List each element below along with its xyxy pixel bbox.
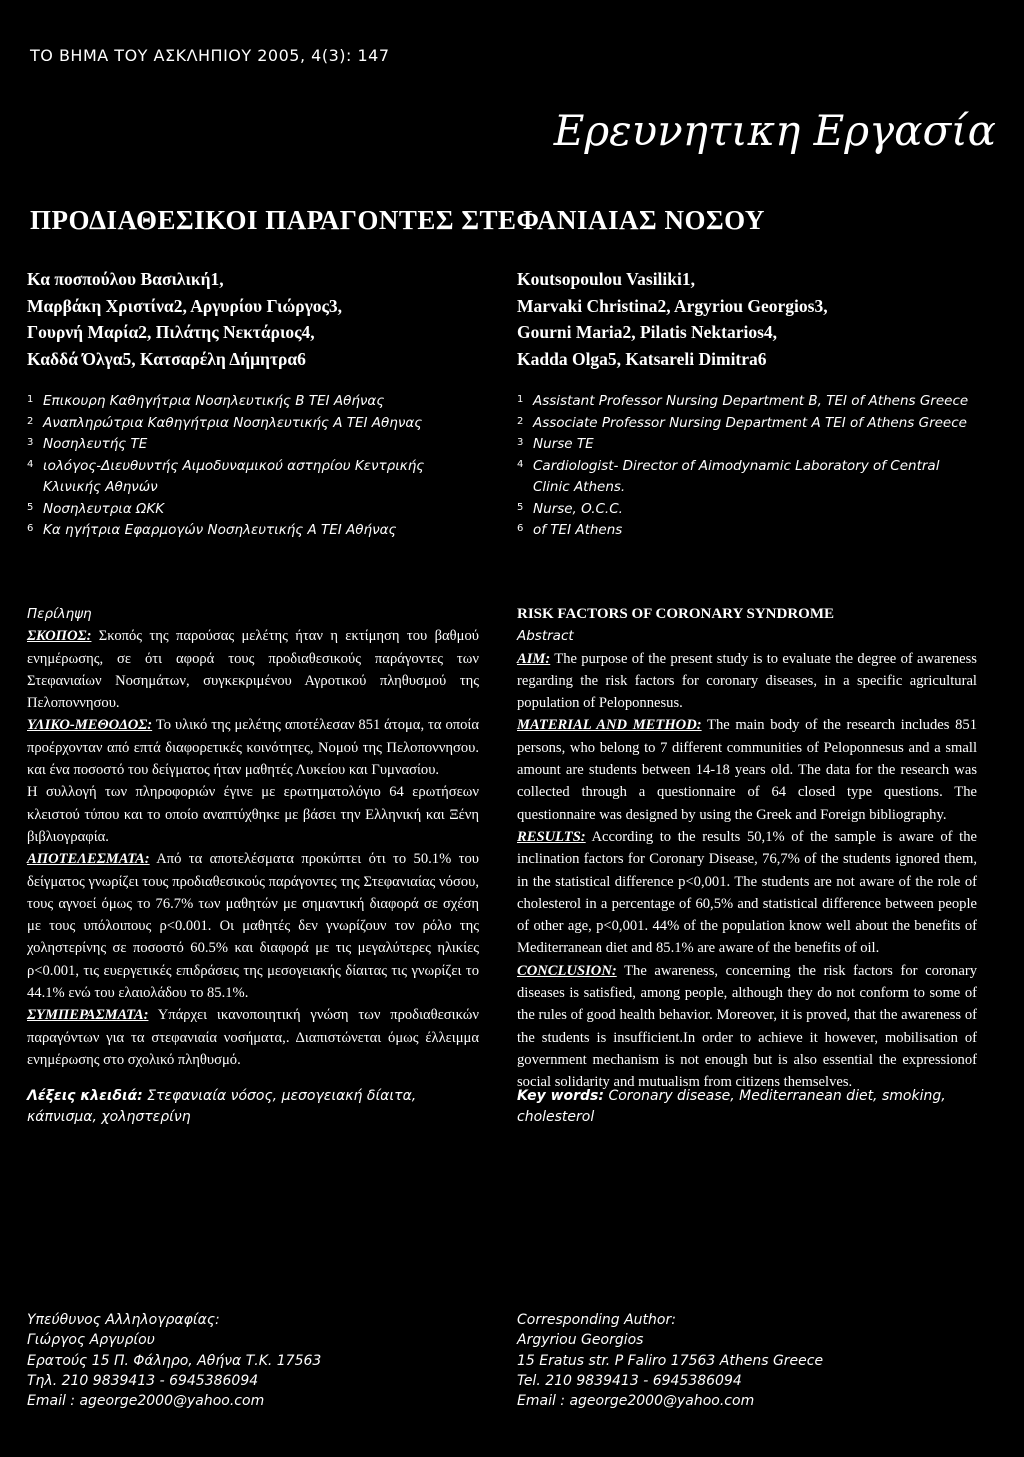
article-title: ΠΡΟΔΙΑΘΕΣΙΚΟΙ ΠΑΡΑΓΟΝΤΕΣ ΣΤΕΦΑΝΙΑΙΑΣ ΝΟΣΟΥ	[30, 205, 765, 235]
affiliation	[27, 456, 479, 499]
affiliation	[517, 499, 977, 521]
affiliation-number: 3	[27, 437, 34, 448]
author-line: Koutsopoulou Vasiliki1,	[517, 269, 695, 289]
abstract-text: Η συλλογή των πληροφοριών έγινε με ερωτηματολόγιο 64 ερωτήσεων κλειστού τύπου και το οποίο αναπτύχθηκε με βάσει την Ελληνική και Ξένη βιβλιογραφία.	[27, 784, 479, 845]
affiliation-number: 6	[517, 523, 524, 534]
abstract-paragraph	[517, 826, 977, 960]
affiliation-text: Associate Professor Nursing Department A TEI of Athens Greece	[533, 414, 967, 431]
keywords-text: Coronary disease, Mediterranean diet, smoking, cholesterol	[517, 1088, 946, 1125]
abstract-paragraph	[27, 625, 479, 714]
abstract-text: Από τα αποτελέσματα προκύπτει ότι το 50.1% του δείγματος γνωρίζει τους προδιαθεσικούς παράγοντες της Στεφανιαίας νόσου, τους αγνοεί όμως το 76.7% των μαθητών με σημαντική διαφορά σε σχέση με τους υπόλοιπους ρ<0.001. Οι μαθητές δεν γνωρίζουν τον ρόλο της χοληστερίνης σε ποσοστό 60.5% και διαφορά με τις μεγαλύτερες ηλικίες ρ<0.001, τις ευεργετικές επιδράσεις της μεσογειακής δίαιτας τις γνωρίζει το 44.1% ενώ του ελαιολάδου το 85.1%.	[27, 851, 479, 1002]
keywords-english	[517, 1086, 977, 1128]
affiliation-text: Νοσηλευτρια ΩΚΚ	[43, 500, 165, 517]
keywords-text: Στεφανιαία νόσος, μεσογειακή δίαιτα, κάπνισμα, χοληστερίνη	[27, 1088, 417, 1125]
abstract-text: Σκοπός της παρούσας μελέτης ήταν η εκτίμηση του βαθμού ενημέρωσης, σε ότι αφορά τους προδιαθεσικούς παράγοντες των Στεφανιαίων Νοσημάτων, συγκεκριμένου Αγροτικού πληθυσμού της Πελοποννησου.	[27, 628, 479, 712]
english-title: RISK FACTORS OF CORONARY SYNDROME	[517, 606, 834, 622]
corresponding-line: Email : ageorge2000@yahoo.com	[517, 1393, 755, 1410]
affiliation	[27, 434, 479, 456]
author-line: Καδδά Όλγα5, Κατσαρέλη Δήμητρα6	[27, 348, 306, 369]
corresponding-line: 15 Eratus str. P Faliro 17563 Athens Greece	[517, 1352, 824, 1369]
affiliation-text: Αναπληρώτρια Καθηγήτρια Νοσηλευτικής Α ΤΕΙ Αθηνας	[43, 414, 423, 431]
affiliation	[517, 456, 977, 499]
abstract-paragraph	[27, 1004, 479, 1071]
abstract-paragraph	[27, 781, 479, 848]
abstract-label: ΣΚΟΠΟΣ:	[27, 628, 92, 645]
affiliations-english	[517, 391, 977, 542]
affiliation-number: 5	[27, 501, 34, 513]
affiliation	[517, 520, 977, 542]
corresponding-line: Ερατούς 15 Π. Φάληρο, Αθήνα Τ.Κ. 17563	[27, 1352, 322, 1369]
affiliation-text: Cardiologist- Director of Aimodynamic Laboratory of Central Clinic Athens.	[533, 457, 940, 495]
keywords-label: Key words:	[517, 1088, 604, 1104]
abstract-greek	[27, 603, 479, 1071]
affiliation	[27, 520, 479, 542]
corresponding-line: Corresponding Author:	[517, 1312, 676, 1328]
affiliation-number: 5	[517, 501, 524, 513]
corresponding-line: Email : ageorge2000@yahoo.com	[27, 1393, 265, 1410]
affiliation-text: Νοσηλευτής ΤΕ	[43, 436, 148, 452]
abstract-label: AIM:	[517, 650, 551, 667]
corresponding-english	[517, 1310, 977, 1411]
affiliation-text: Nurse TE	[533, 436, 594, 452]
affiliation-text: Κα ηγήτρια Εφαρμογών Νοσηλευτικής Α ΤΕΙ Αθήνας	[43, 522, 397, 538]
corresponding-line: Τηλ. 210 9839413 - 6945386094	[27, 1372, 259, 1389]
section-label: Ερευνητικη Εργασία	[553, 106, 996, 155]
abstract-english	[517, 603, 977, 1094]
affiliations-greek	[27, 391, 479, 542]
abstract-paragraph	[27, 848, 479, 1004]
affiliation-number: 3	[517, 437, 524, 448]
affiliation-number: 2	[517, 415, 524, 427]
author-line: Κα ποσπούλου Βασιλική1,	[27, 269, 224, 289]
affiliation-text: Επικουρη Καθηγήτρια Νοσηλευτικής Β ΤΕΙ Αθήνας	[43, 393, 385, 409]
abstract-label: ΑΠΟΤΕΛΕΣΜΑΤΑ:	[27, 851, 150, 868]
abstract-text: Υπάρχει ικανοποιητική γνώση των προδιαθεσικών παραγόντων για τα στεφανιαία νοσήματα,. Διαπιστώνεται όμως έλλειμμα ενημέρωσης στο σχολικό πληθυσμό.	[27, 1007, 479, 1068]
abstract-text: The awareness, concerning the risk factors for coronary diseases is satisfied, among people, although they do not conform to some of the rules of good health behavior. Moreover, it is proved, that the awareness of the students is insufficient.In order to achieve it however, mobilisation of government mechanism is not enough but is also essential the expressionof social solidarity and mutualism from citizens themselves.	[517, 962, 977, 1091]
affiliation-number: 4	[517, 458, 524, 470]
abstract-text: Το υλικό της μελέτης αποτέλεσαν 851 άτομα, τα οποία προέρχονταν από επτά διαφορετικές κοινότητες, Νομού της Πελοποννησου. και ένα ποσοστό του δείγματος ήταν μαθητές Λυκείου και Γυμνασίου.	[27, 717, 479, 779]
corresponding-line: Argyriou Georgios	[517, 1332, 644, 1349]
abstract-paragraph	[517, 960, 977, 1094]
abstract-paragraph	[27, 714, 479, 781]
keywords-greek	[27, 1086, 479, 1128]
abstract-heading: Περίληψη	[27, 606, 92, 622]
affiliation-number: 2	[27, 415, 34, 427]
abstract-label: ΣΥΜΠΕΡΑΣΜΑΤΑ:	[27, 1007, 149, 1024]
corresponding-line: Tel. 210 9839413 - 6945386094	[517, 1372, 742, 1389]
corresponding-line: Υπεύθυνος Αλληλογραφίας:	[27, 1312, 220, 1328]
affiliation	[517, 391, 977, 413]
affiliation-number: 1	[27, 394, 34, 405]
abstract-label: ΥΛΙΚΟ-ΜΕΘΟΔΟΣ:	[27, 717, 153, 734]
author-line: Kadda Olga5, Katsareli Dimitra6	[517, 348, 767, 369]
abstract-text: According to the results 50,1% of the sample is aware of the inclination factors for Coronary Disease, 76,7% of the students ignored them, in the statistical difference p<0,001. The students are not aware of the role of cholesterol in a percentage of 60,5% and statistical difference between people of other age, p<0,001. 44% of the population know well about the benefits of Mediterranean diet and 85.1% are aware of the benefits of oil.	[517, 828, 977, 957]
authors-english	[517, 266, 977, 372]
affiliation-number: 6	[27, 523, 34, 534]
abstract-label: CONCLUSION:	[517, 962, 617, 979]
affiliation-text: Assistant Professor Nursing Department B, TEI of Athens Greece	[533, 393, 969, 409]
abstract-label: RESULTS:	[517, 828, 586, 845]
affiliation	[27, 391, 479, 413]
author-line: Gourni Maria2, Pilatis Nektarios4,	[517, 322, 778, 342]
author-line: Μαρβάκη Χριστίνα2, Αργυρίου Γιώργος3,	[27, 295, 343, 316]
author-line: Marvaki Christina2, Argyriou Georgios3,	[517, 295, 828, 316]
affiliation	[517, 434, 977, 456]
affiliation-number: 4	[27, 458, 34, 470]
affiliation-text: Nurse, O.C.C.	[533, 500, 623, 517]
abstract-text: The main body of the research includes 851 persons, who belong to 7 different communities of Peloponnesus and a small amount are students between 14-18 years old. The data for the research was collected through a questionnaire of 64 closed type questions. The questionnaire was designed by using the Greek and Foreign bibliography.	[517, 717, 977, 823]
abstract-heading: Abstract	[517, 628, 574, 645]
keywords-label: Λέξεις κλειδιά:	[27, 1088, 143, 1104]
abstract-paragraph	[517, 648, 977, 715]
affiliation	[27, 413, 479, 435]
affiliation-number: 1	[517, 394, 524, 405]
authors-greek	[27, 266, 479, 372]
abstract-label: MATERIAL AND METHOD:	[517, 717, 702, 734]
corresponding-greek	[27, 1310, 479, 1411]
running-head: ΤΟ ΒΗΜΑ ΤΟΥ ΑΣΚΛΗΠΙΟΥ 2005, 4(3): 147	[30, 46, 390, 65]
affiliation	[27, 499, 479, 521]
affiliation	[517, 413, 977, 435]
affiliation-text: ιολόγος-Διευθυντής Αιμοδυναμικού αστηρίου Κεντρικής Κλινικής Αθηνών	[43, 457, 425, 495]
abstract-text: The purpose of the present study is to evaluate the degree of awareness regarding the risk factors for coronary diseases, in a specific agricultural population of Peloponnesus.	[517, 650, 977, 712]
corresponding-line: Γιώργος Αργυρίου	[27, 1332, 155, 1349]
affiliation-text: of TEI Athens	[533, 522, 623, 538]
abstract-paragraph	[517, 714, 977, 825]
author-line: Γουρνή Μαρία2, Πιλάτης Νεκτάριος4,	[27, 322, 315, 342]
